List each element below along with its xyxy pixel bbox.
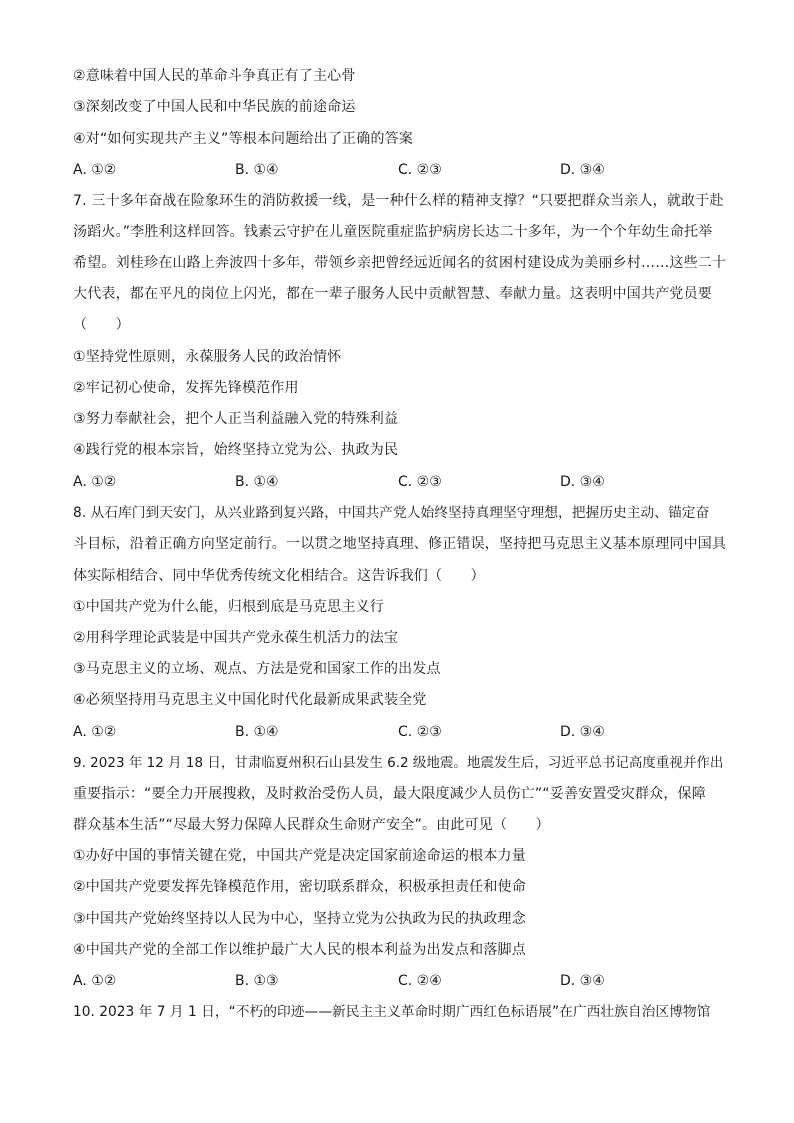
q9-option-a: A. ①② xyxy=(73,973,117,989)
q7-item-3: ③努力奉献社会，把个人正当利益融入党的特殊利益 xyxy=(73,411,399,427)
q7-option-b: B. ①④ xyxy=(235,474,279,490)
q9-stem-line-2: 重要指示：“要全力开展搜救，及时救治受伤人员，最大限度减少人员伤亡”“妥善安置受灾群众，保障 xyxy=(73,786,706,802)
q7-options xyxy=(73,472,728,492)
q9-options xyxy=(73,971,728,991)
q8-options xyxy=(73,722,728,742)
q6-option-a: A. ①② xyxy=(73,162,117,178)
q8-stem-line-3: 体实际相结合、同中华优秀传统文化相结合。这告诉我们（ ） xyxy=(73,568,485,584)
q6-item-2: ②意味着中国人民的革命斗争真正有了主心骨 xyxy=(73,68,356,84)
q10-stem-line-1: 10. 2023 年 7 月 1 日，“不朽的印迹——新民主主义革命时期广西红色标语展”在广西壮族自治区博物馆 xyxy=(73,1004,711,1020)
q6-item-4: ④对“如何实现共产主义”等根本问题给出了正确的答案 xyxy=(73,131,414,147)
q9-option-b: B. ①③ xyxy=(235,973,279,989)
q9-stem-line-3: 群众基本生活”“尽最大努力保障人民群众生命财产安全”。由此可见（ ） xyxy=(73,817,550,833)
q9-option-d: D. ③④ xyxy=(560,973,605,989)
q7-stem-line-3: 希望。刘桂珍在山路上奔波四十多年，带领乡亲把曾经远近闻名的贫困村建设成为美丽乡村……这些二十 xyxy=(73,255,727,271)
q8-option-c: C. ②③ xyxy=(398,724,442,740)
q7-answer-blank: （ ） xyxy=(73,317,130,333)
q6-item-3: ③深刻改变了中国人民和中华民族的前途命运 xyxy=(73,99,356,115)
q9-option-c: C. ②④ xyxy=(398,973,442,989)
q6-options xyxy=(73,160,728,180)
q6-option-b: B. ①④ xyxy=(235,162,279,178)
q7-item-2: ②牢记初心使命，发挥先锋模范作用 xyxy=(73,380,299,396)
q6-option-d: D. ③④ xyxy=(560,162,605,178)
q8-item-1: ①中国共产党为什么能，归根到底是马克思主义行 xyxy=(73,599,384,615)
q6-option-c: C. ②③ xyxy=(398,162,442,178)
q8-item-3: ③马克思主义的立场、观点、方法是党和国家工作的出发点 xyxy=(73,661,441,677)
q7-option-a: A. ①② xyxy=(73,474,117,490)
q8-option-b: B. ①④ xyxy=(235,724,279,740)
q9-item-2: ②中国共产党要发挥先锋模范作用，密切联系群众，积极承担责任和使命 xyxy=(73,879,526,895)
q7-item-4: ④践行党的根本宗旨，始终坚持立党为公、执政为民 xyxy=(73,442,399,458)
q8-item-4: ④必须坚持用马克思主义中国化时代化最新成果武装全党 xyxy=(73,692,427,708)
q9-item-4: ④中国共产党的全部工作以维护最广大人民的根本利益为出发点和落脚点 xyxy=(73,942,526,958)
q7-item-1: ①坚持党性原则，永葆服务人民的政治情怀 xyxy=(73,349,342,365)
q8-stem-line-1: 8. 从石库门到天安门，从兴业路到复兴路，中国共产党人始终坚持真理坚守理想，把握历史主动、锚定奋 xyxy=(73,505,710,521)
q7-stem-line-1: 7. 三十多年奋战在险象环生的消防救援一线，是一种什么样的精神支撑？“只要把群众当亲人，就敢于赴 xyxy=(73,193,724,209)
q7-stem-line-4: 大代表，都在平凡的岗位上闪光，都在一辈子服务人民中贡献智慧、奉献力量。这表明中国共产党员要 xyxy=(73,286,712,302)
q7-option-c: C. ②③ xyxy=(398,474,442,490)
q7-stem-line-2: 汤蹈火。”李胜利这样回答。钱素云守护在儿童医院重症监护病房长达二十多年，为一个个年幼生命托举 xyxy=(73,224,713,240)
q9-item-1: ①办好中国的事情关键在党，中国共产党是决定国家前途命运的根本力量 xyxy=(73,848,526,864)
q8-option-d: D. ③④ xyxy=(560,724,605,740)
q8-option-a: A. ①② xyxy=(73,724,117,740)
q8-stem-line-2: 斗目标，沿着正确方向坚定前行。一以贯之地坚持真理、修正错误，坚持把马克思主义基本原理同中国具 xyxy=(73,536,727,552)
q9-stem-line-1: 9. 2023 年 12 月 18 日，甘肃临夏州积石山县发生 6.2 级地震。地震发生后，习近平总书记高度重视并作出 xyxy=(73,755,724,771)
q7-option-d: D. ③④ xyxy=(560,474,605,490)
q9-item-3: ③中国共产党始终坚持以人民为中心，坚持立党为公执政为民的执政理念 xyxy=(73,911,526,927)
q8-item-2: ②用科学理论武装是中国共产党永葆生机活力的法宝 xyxy=(73,630,399,646)
